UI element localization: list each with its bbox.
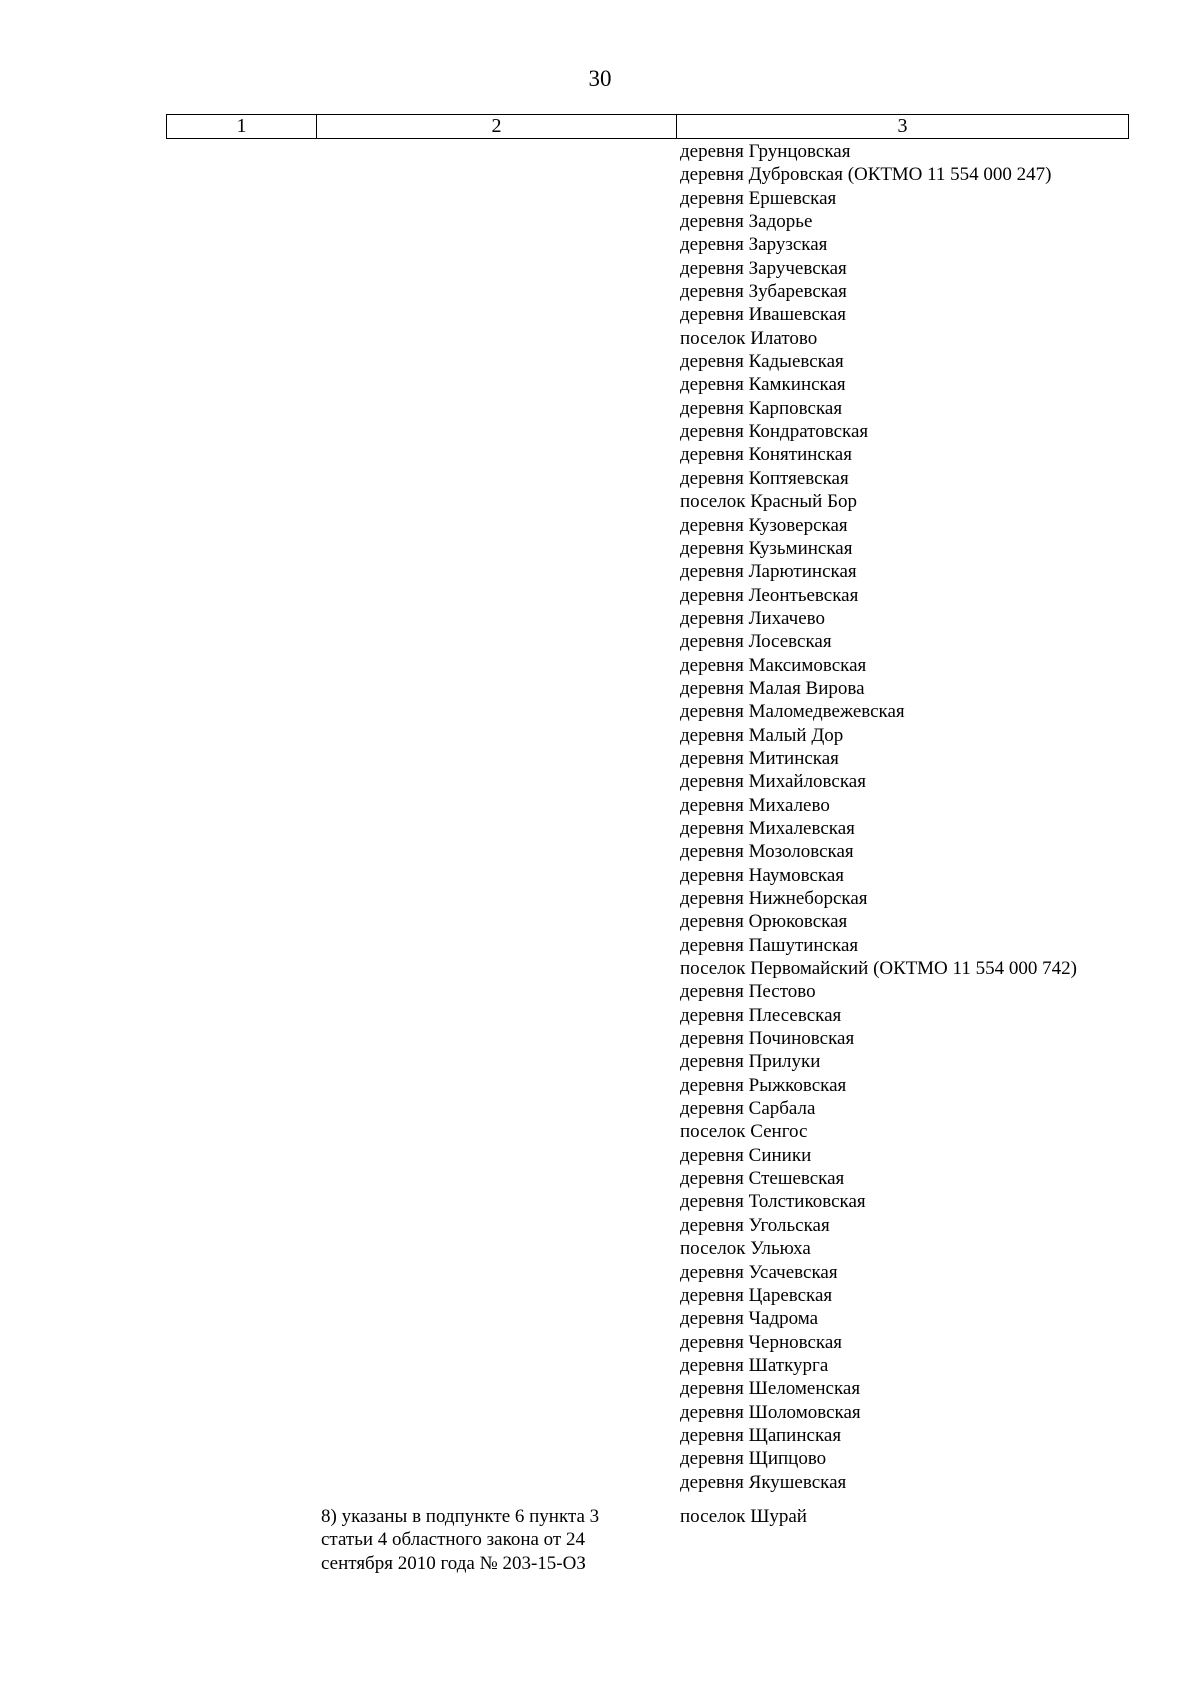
row8-law-reference: 8) указаны в подпункте 6 пункта 3 статьи 4 областного закона от 24 сентября 2010 года № 203-15-ОЗ: [321, 1506, 600, 1574]
settlement-item: деревня Починовская: [680, 1028, 855, 1050]
settlement-item: деревня Митинская: [680, 747, 839, 769]
settlement-item: деревня Михайловская: [680, 771, 866, 793]
settlement-item: деревня Пашутинская: [680, 934, 859, 956]
settlement-item: деревня Леонтьевская: [680, 584, 859, 606]
settlement-item: деревня Угольская: [680, 1214, 830, 1236]
settlement-item: деревня Сарбала: [680, 1098, 816, 1120]
settlement-list: [680, 140, 1077, 1494]
settlement-item: деревня Лихачево: [680, 607, 825, 629]
settlement-item: деревня Якушевская: [680, 1471, 847, 1493]
settlement-item: деревня Наумовская: [680, 864, 845, 886]
settlement-item: деревня Мозоловская: [680, 841, 854, 863]
settlement-item: деревня Михалевская: [680, 817, 855, 839]
settlement-item: деревня Лосевская: [680, 631, 832, 653]
settlement-item: деревня Шоломовская: [680, 1401, 861, 1423]
row8-settlement: поселок Шурай: [680, 1506, 807, 1527]
settlement-item: деревня Камкинская: [680, 374, 846, 396]
settlement-item: деревня Черновская: [680, 1331, 843, 1353]
settlement-item: деревня Усачевская: [680, 1261, 838, 1283]
settlement-item: деревня Синики: [680, 1144, 812, 1166]
settlement-item: деревня Малая Вирова: [680, 677, 865, 699]
settlement-item: деревня Ершевская: [680, 187, 837, 209]
settlement-item: деревня Толстиковская: [680, 1191, 866, 1213]
settlement-item: деревня Коптяевская: [680, 467, 849, 489]
settlement-item: деревня Чадрома: [680, 1308, 819, 1330]
settlement-item: деревня Пестово: [680, 981, 816, 1003]
settlement-item: деревня Щапинская: [680, 1424, 842, 1446]
table-header-col-2: 2: [317, 115, 677, 138]
settlement-item: деревня Нижнеборская: [680, 888, 868, 909]
settlement-item: деревня Шаткурга: [680, 1354, 829, 1376]
settlement-item: деревня Щипцово: [680, 1448, 827, 1470]
settlement-item: деревня Стешевская: [680, 1168, 845, 1190]
settlement-item: деревня Царевская: [680, 1284, 833, 1306]
settlement-item: деревня Прилуки: [680, 1051, 821, 1073]
settlement-item: деревня Ларютинская: [680, 561, 857, 583]
settlement-item: деревня Плесевская: [680, 1004, 842, 1026]
settlement-item: поселок Ульюха: [680, 1238, 811, 1260]
table-header-col-3: 3: [897, 115, 908, 137]
settlement-item: деревня Кадыевская: [680, 351, 844, 373]
settlement-item: деревня Максимовская: [680, 654, 867, 676]
settlement-item: поселок Первомайский (ОКТМО 11 554 000 742): [680, 958, 1077, 980]
settlement-item: поселок Сенгос: [680, 1121, 808, 1143]
settlement-item: деревня Михалево: [680, 794, 830, 816]
settlement-item: поселок Красный Бор: [680, 491, 858, 513]
settlement-item: деревня Маломедвежевская: [680, 701, 905, 723]
table-header-row: [166, 114, 1129, 139]
settlement-item: деревня Грунцовская: [680, 141, 851, 162]
settlement-item: деревня Зарузская: [680, 234, 828, 256]
settlement-item: деревня Рыжковская: [680, 1074, 847, 1096]
settlement-item: деревня Орюковская: [680, 911, 848, 933]
settlement-item: деревня Задорье: [680, 211, 813, 233]
page-number: 30: [588, 66, 612, 91]
settlement-item: деревня Кондратовская: [680, 421, 869, 443]
settlement-item: деревня Кузьминская: [680, 537, 853, 559]
settlement-item: поселок Илатово: [680, 327, 818, 349]
settlement-item: деревня Карповская: [680, 397, 843, 419]
settlement-item: деревня Кузоверская: [680, 514, 848, 536]
settlement-item: деревня Конятинская: [680, 444, 852, 466]
table-header-col-1: 1: [167, 115, 317, 138]
settlement-item: деревня Зубаревская: [680, 281, 847, 303]
settlement-item: деревня Шеломенская: [680, 1378, 861, 1400]
settlement-item: деревня Заручевская: [680, 257, 847, 279]
settlement-item: деревня Малый Дор: [680, 724, 844, 746]
settlement-item: деревня Ивашевская: [680, 304, 847, 326]
settlement-item: деревня Дубровская (ОКТМО 11 554 000 247): [680, 164, 1052, 186]
